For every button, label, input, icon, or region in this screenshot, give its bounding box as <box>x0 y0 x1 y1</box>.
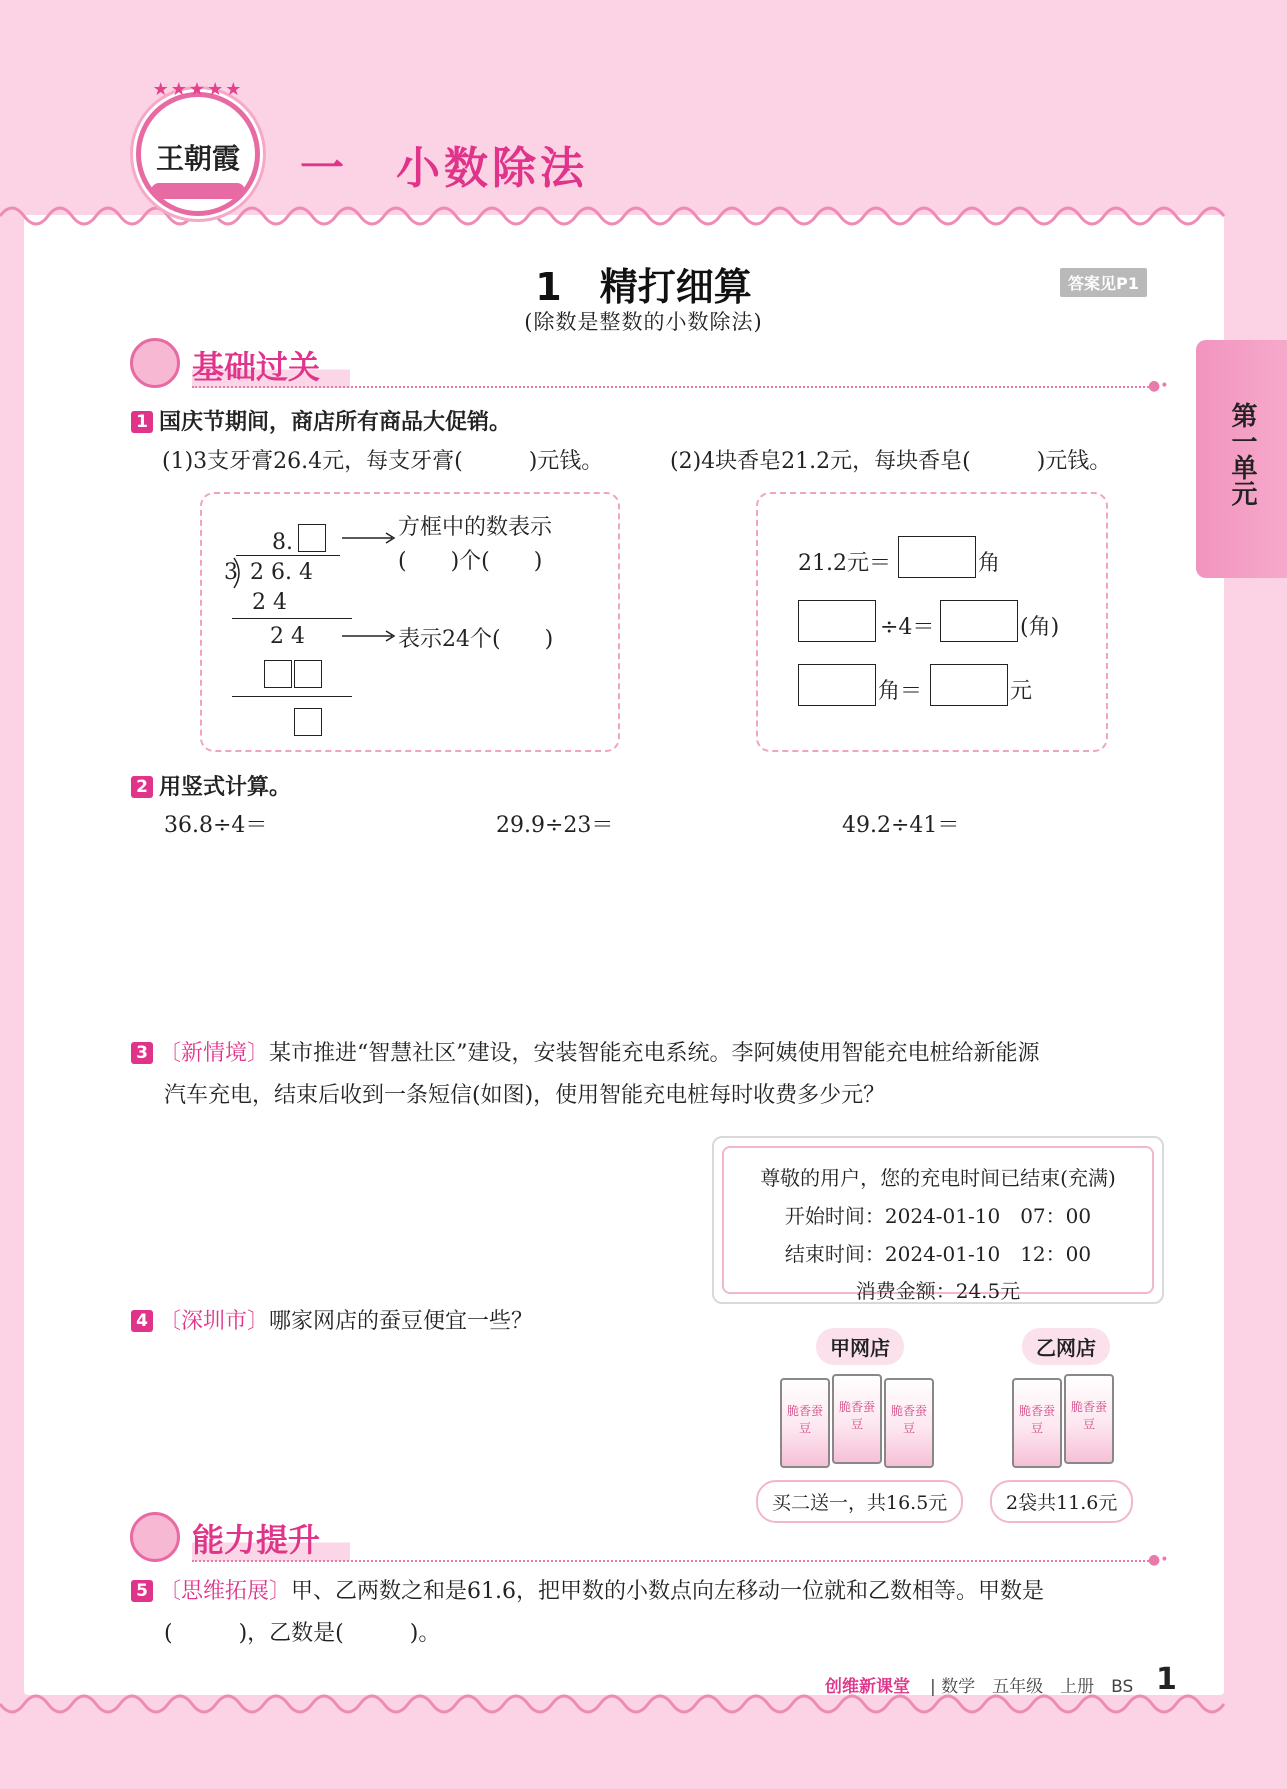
unit-title: 一 小数除法 <box>300 143 588 194</box>
remainder-1: 2 4 <box>270 624 305 649</box>
note-2: 表示24个( ) <box>398 627 554 652</box>
divisor: 3 <box>224 560 238 585</box>
rule-1 <box>232 618 352 619</box>
note-1a: 方框中的数表示 <box>398 515 553 540</box>
answer-box[interactable] <box>940 600 1018 642</box>
conv-line1-left: 21.2元＝ <box>798 551 891 576</box>
conv-line1-right: 角 <box>978 551 1001 576</box>
lesson-subtitle: (除数是整数的小数除法) <box>524 310 763 334</box>
answer-box[interactable] <box>798 600 876 642</box>
sms-line: 结束时间：2024-01-10 12：00 <box>784 1242 1092 1266</box>
bean-bag-image: 脆香蚕豆 <box>780 1378 830 1468</box>
unit-conversion-box <box>756 492 1108 752</box>
conv-line3-right: 元 <box>1010 679 1033 704</box>
arrow-icon <box>342 630 398 642</box>
answer-reference-badge: 答案见P1 <box>1060 268 1147 297</box>
answer-box[interactable] <box>930 664 1008 706</box>
conv-line2-mid: ÷4＝ <box>880 615 935 640</box>
page-paper <box>24 215 1224 1695</box>
long-division-box <box>200 492 620 752</box>
note-1b: ( )个( ) <box>398 549 543 574</box>
divider-dots-icon: ●• <box>1148 1552 1169 1568</box>
subtrahend-1: 2 4 <box>252 590 287 615</box>
sms-line: 消费金额：24.5元 <box>855 1279 1021 1303</box>
q2-expression-3: 49.2÷41＝ <box>842 813 960 838</box>
unit-side-tab: 第一单元 <box>1196 340 1287 578</box>
bean-bag-image: 脆香蚕豆 <box>1064 1374 1114 1464</box>
bottom-wave-border <box>0 1694 1287 1724</box>
sms-line: 尊敬的用户，您的充电时间已结束(充满) <box>760 1166 1116 1190</box>
bean-bag-image: 脆香蚕豆 <box>884 1378 934 1468</box>
answer-box[interactable] <box>298 524 326 552</box>
shop-a-label: 甲网店 <box>816 1328 904 1365</box>
lesson-title: 1 精打细算 <box>535 265 752 309</box>
answer-box[interactable] <box>798 664 876 706</box>
q1-stem: 1 国庆节期间，商店所有商品大促销。 <box>131 405 511 436</box>
division-bar <box>236 555 340 556</box>
brand-logo <box>136 79 260 216</box>
conv-line2-right: (角) <box>1020 615 1060 640</box>
q1-part2: (2)4块香皂21.2元，每块香皂( )元钱。 <box>670 449 1112 474</box>
shop-a-price: 买二送一，共16.5元 <box>756 1480 963 1523</box>
sms-line: 开始时间：2024-01-10 07：00 <box>784 1204 1092 1228</box>
q5-text-line2: ( )，乙数是( )。 <box>164 1621 441 1646</box>
q5-text-line1: 5 〔思维拓展〕甲、乙两数之和是61.6，把甲数的小数点向左移动一位就和乙数相等。甲数是 <box>131 1574 1191 1610</box>
section-title-ability: 能力提升 <box>192 1515 350 1561</box>
q2-expression-2: 29.9÷23＝ <box>496 813 614 838</box>
section-mascot-icon <box>130 338 180 388</box>
conv-line3-mid: 角＝ <box>878 679 923 704</box>
shop-b-price: 2袋共11.6元 <box>990 1480 1133 1523</box>
q2-expression-1: 36.8÷4＝ <box>164 813 268 838</box>
division-bracket <box>232 556 246 590</box>
rule-2 <box>232 696 352 697</box>
page-number: 1 <box>1156 1662 1177 1697</box>
footer-brand: 创维新课堂 <box>825 1677 910 1697</box>
q2-stem: 2 用竖式计算。 <box>131 770 291 801</box>
bean-bag-image: 脆香蚕豆 <box>1012 1378 1062 1468</box>
arrow-icon <box>342 532 398 544</box>
q3-text-line1: 3 〔新情境〕某市推进“智慧社区”建设，安装智能充电系统。李阿姨使用智能充电桩给新能源 <box>131 1036 1191 1072</box>
answer-box[interactable] <box>898 536 976 578</box>
logo-text: 王朝霞 <box>155 142 240 175</box>
shop-b-label: 乙网店 <box>1022 1328 1110 1365</box>
sms-message-card <box>712 1136 1164 1304</box>
section-title-basic: 基础过关 <box>192 342 350 388</box>
quotient: 8. <box>272 530 293 555</box>
answer-box[interactable] <box>294 708 322 736</box>
answer-box[interactable] <box>294 660 322 688</box>
logo-ribbon <box>151 183 245 199</box>
q3-text-line2: 汽车充电，结束后收到一条短信(如图)，使用智能充电桩每时收费多少元？ <box>164 1083 886 1108</box>
q4-text: 4 〔深圳市〕哪家网店的蚕豆便宜一些？ <box>131 1304 533 1340</box>
divider-dots-icon: ●• <box>1148 378 1169 394</box>
section-mascot-icon <box>130 1512 180 1562</box>
answer-box[interactable] <box>264 660 292 688</box>
footer-book-info: | 数学 五年级 上册 BS <box>930 1677 1134 1697</box>
dividend: 2 6. 4 <box>250 560 313 585</box>
section-divider <box>192 386 1152 388</box>
q1-part1: (1)3支牙膏26.4元，每支牙膏( )元钱。 <box>162 449 604 474</box>
section-divider <box>192 1560 1152 1562</box>
bean-bag-image: 脆香蚕豆 <box>832 1374 882 1464</box>
logo-stars: ★★★★★ <box>152 79 244 100</box>
